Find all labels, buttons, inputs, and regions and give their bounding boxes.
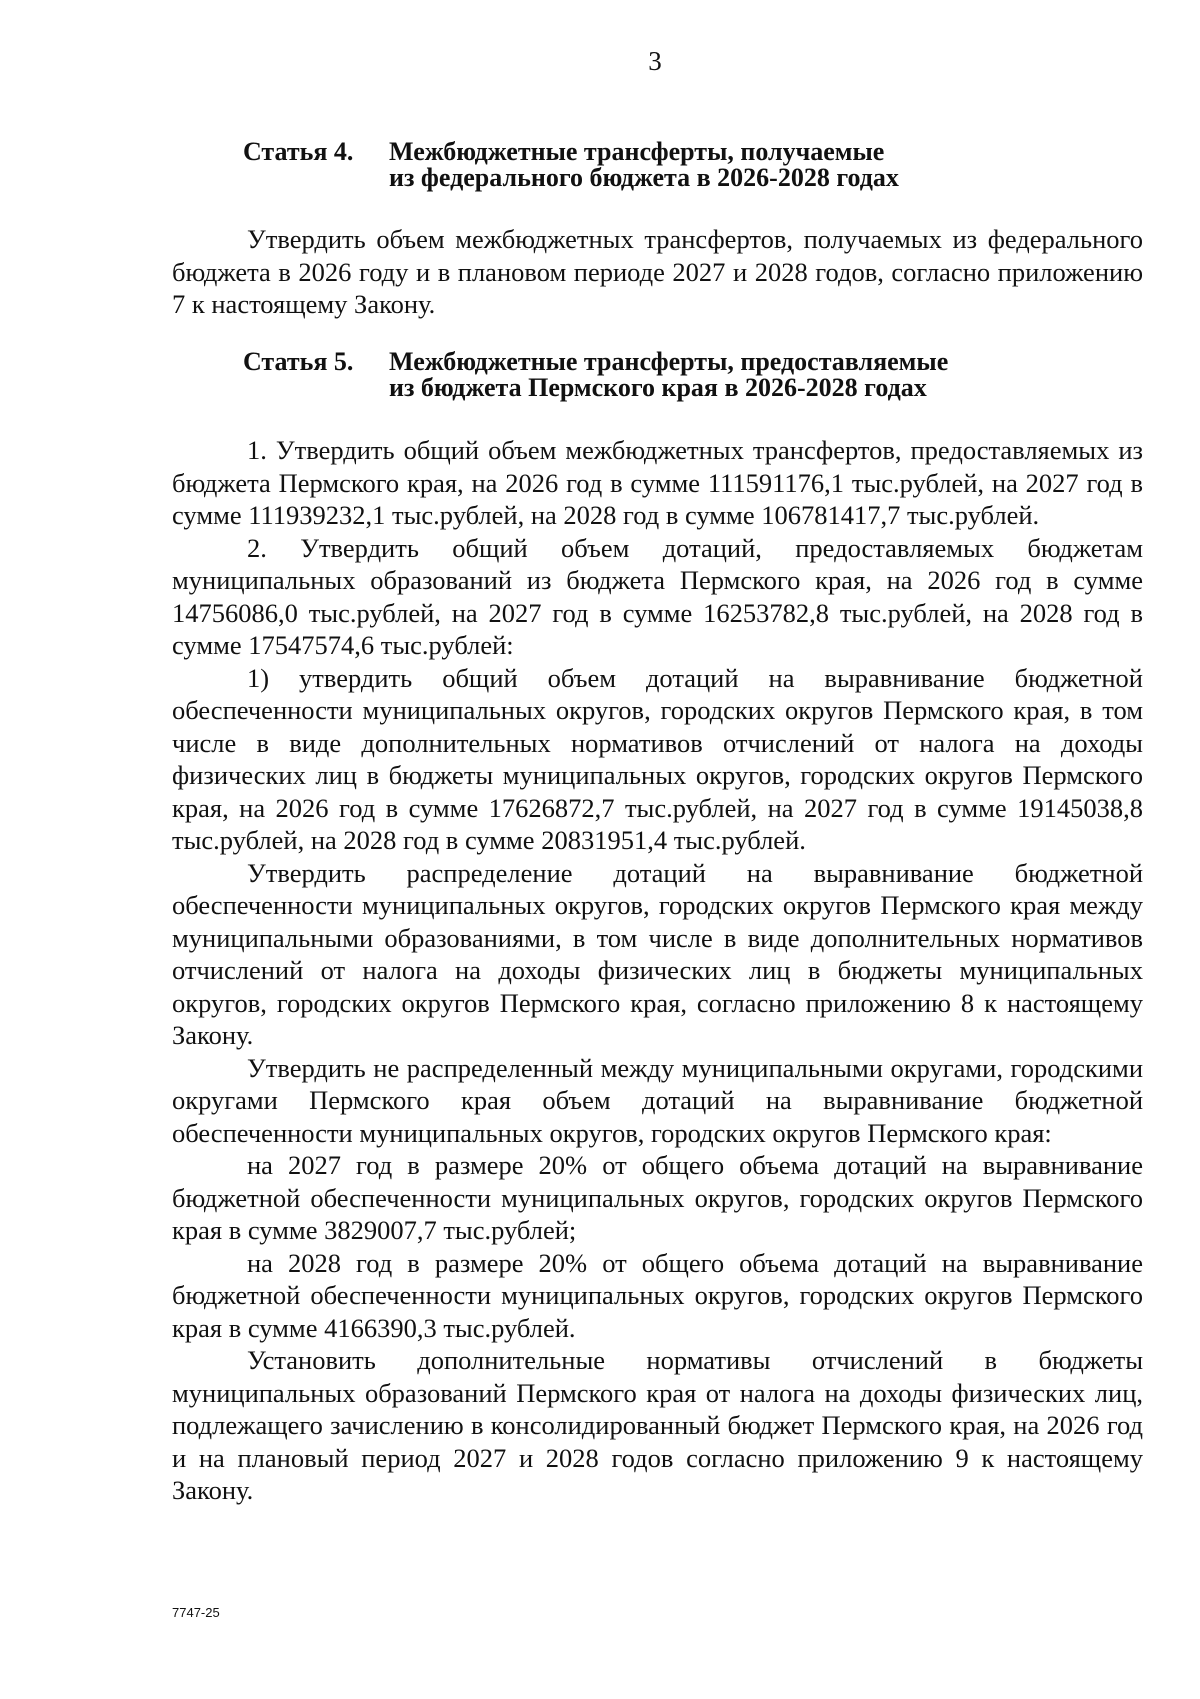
page-number: 3 [648, 46, 662, 76]
article-4-body [172, 223, 1143, 321]
article-5-label: Статья 5. [243, 347, 354, 376]
article-5-paragraph-1: 1. Утвердить общий объем межбюджетных трансфертов, предоставляемых из бюджета Пермского края, на 2026 год в сумме 111591176,1 тыс.рублей, на 2027 год в сумме 111939232,1 тыс.рублей, на 2028 год в сумме 106781417,7 тыс.рублей. [172, 435, 1143, 530]
article-5-paragraph-2: 2. Утвердить общий объем дотаций, предоставляемых бюджетам муниципальных образований из бюджета Пермского края, на 2026 год в сумме 14756086,0 тыс.рублей, на 2027 год в сумме 16253782,8 тыс.рублей, на 2028 год в сумме 17547574,6 тыс.рублей: [172, 532, 1143, 660]
article-5-title-line2: из бюджета Пермского края в 2026-2028 годах [389, 373, 927, 402]
article-4-title-line2: из федерального бюджета в 2026-2028 годах [389, 163, 899, 192]
article-4-title [389, 139, 899, 191]
article-4-paragraph-1: Утвердить объем межбюджетных трансфертов, получаемых из федерального бюджета в 2026 году и в плановом периоде 2027 и 2028 годов, согласно приложению 7 к настоящему Закону. [172, 224, 1143, 319]
article-5-paragraph-5: Утвердить не распределенный между муниципальными округами, городскими округами Пермского края объем дотаций на выравнивание бюджетной обеспеченности муниципальных округов, городских округов Пермского края: [172, 1052, 1143, 1148]
article-5-paragraph-6: на 2027 год в размере 20% от общего объема дотаций на выравнивание бюджетной обеспеченности муниципальных округов, городских округов Пермского края в сумме 3829007,7 тыс.рублей; [172, 1150, 1143, 1245]
article-5-title [389, 349, 948, 401]
article-4-title-line1: Межбюджетные трансферты, получаемые [389, 137, 885, 166]
article-5-paragraph-7: на 2028 год в размере 20% от общего объема дотаций на выравнивание бюджетной обеспеченности муниципальных округов, городских округов Пермского края в сумме 4166390,3 тыс.рублей. [172, 1247, 1143, 1343]
article-5-paragraph-3: 1) утвердить общий объем дотаций на выравнивание бюджетной обеспеченности муниципальных округов, городских округов Пермского края, в том числе в виде дополнительных нормативов отчислений от налога на доходы физических лиц в бюджеты муниципальных округов, городских округов Пермского края, на 2026 год в сумме 17626872,7 тыс.рублей, на 2027 год в сумме 19145038,8 тыс.рублей, на 2028 год в сумме 20831951,4 тыс.рублей. [172, 662, 1143, 855]
article-5-body [172, 434, 1143, 1507]
article-5-title-line1: Межбюджетные трансферты, предоставляемые [389, 347, 949, 376]
document-code: 7747-25 [172, 1605, 220, 1620]
article-5-paragraph-4: Утвердить распределение дотаций на выравнивание бюджетной обеспеченности муниципальных округов, городских округов Пермского края между муниципальными образованиями, в том числе в виде дополнительных нормативов отчислений от налога на доходы физических лиц в бюджеты муниципальных округов, городских округов Пермского края, согласно приложению 8 к настоящему Закону. [172, 857, 1143, 1050]
article-5-paragraph-8: Установить дополнительные нормативы отчислений в бюджеты муниципальных образований Пермского края от налога на доходы физических лиц, подлежащего зачислению в консолидированный бюджет Пермского края, на 2026 год и на плановый период 2027 и 2028 годов согласно приложению 9 к настоящему Закону. [172, 1345, 1143, 1505]
article-4-label: Статья 4. [243, 137, 354, 166]
